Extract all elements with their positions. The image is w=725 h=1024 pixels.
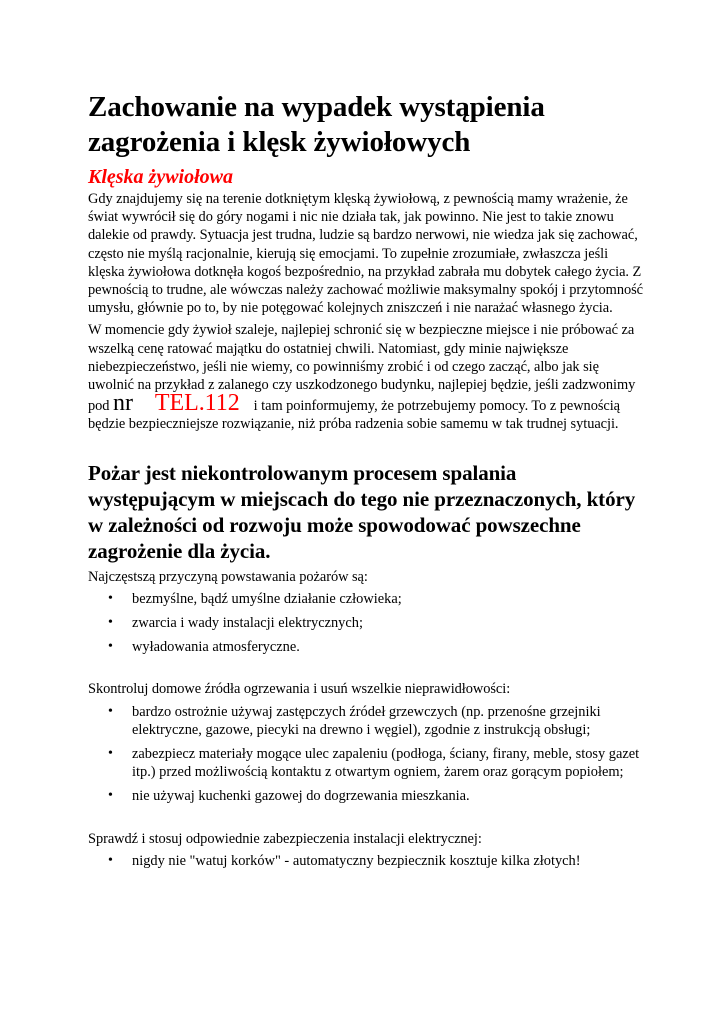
bullet-icon: •: [108, 746, 113, 762]
list-item: • nigdy nie "watuj korków" - automatyczny bezpiecznik kosztuje kilka złotych!: [108, 852, 581, 869]
electric-list: [88, 852, 648, 870]
paragraph-emergency-start: W momencie gdy żywioł szaleje, najlepiej schronić się w bezpieczne miejsce i nie próbować za wszelką cenę ratować majątku do ostatniej chwili. Natomiast, gdy minie największe niebezpieczeństwo, jeśli nie wiemy, co powinniśmy zrobić i od czego zacząć, albo jak się uwolnić na przykład z zalanego czy uszkodzonego budynku, najlepiej będzie, jeśli zadzwonimy pod: [88, 322, 636, 415]
document-page: [88, 90, 648, 876]
nr-label: nr: [113, 390, 133, 417]
fire-heading: Pożar jest niekontrolowanym procesem spalania występującym w miejscach do tego nie przeznaczonych, który w zależności od rozwoju może spowodować powszechne zagrożenie dla życia.: [88, 460, 636, 563]
list-item: • wyładowania atmosferyczne.: [108, 639, 300, 656]
list-item: • bardzo ostrożnie używaj zastępczych źródeł grzewczych (np. przenośne grzejniki elektryczne, gazowe, piecyki na drewno i węgiel), zgodnie z instrukcją obsługi;: [108, 703, 601, 738]
paragraph-emergency: [88, 321, 648, 433]
paragraph-intro: Gdy znajdujemy się na terenie dotkniętym klęską żywiołową, z pewnością mamy wrażenie, że świat wywrócił się do góry nogami i nic nie działa tak, jak powinno. Nie jest to takie znowu dalekie od prawdy. Sytuacja jest trudna, ludzie są bardzo nerwowi, nie wiedza jak się zachować, często nie myślą racjonalnie, kierują się emocjami. To zupełnie zrozumiałe, zwłaszcza jeśli klęska żywiołowa dotknęła kogoś bezpośrednio, na przykład zabrała mu dobytek całego życia. Z pewnością to trudne, ale wówczas należy zachować możliwie maksymalny spokój i przytomność umysłu, głównie po to, by nie potęgować kolejnych zniszczeń i nie narażać własnego życia.: [88, 191, 644, 317]
paragraph-emergency-end: i tam poinformujemy, że potrzebujemy pomocy. To z pewnością będzie bezpieczniejsze rozwiązanie, niż próba radzenia sobie samemu w tak trudnej sytuacji.: [88, 398, 621, 433]
bullet-icon: •: [108, 590, 113, 606]
causes-intro: Najczęstszą przyczyną powstawania pożarów są:: [88, 568, 368, 585]
bullet-icon: •: [108, 703, 113, 719]
heating-list: [88, 703, 648, 806]
bullet-icon: •: [108, 788, 113, 804]
causes-list: [88, 590, 648, 657]
bullet-icon: •: [108, 639, 113, 655]
list-item: • zwarcia i wady instalacji elektrycznych;: [108, 615, 363, 632]
electric-intro: Sprawdź i stosuj odpowiednie zabezpieczenia instalacji elektrycznej:: [88, 830, 482, 847]
page-title: Zachowanie na wypadek wystąpienia zagrożenia i klęsk żywiołowych: [88, 91, 545, 158]
section-subtitle: Klęska żywiołowa: [88, 166, 234, 188]
bullet-icon: •: [108, 615, 113, 631]
list-item: • zabezpiecz materiały mogące ulec zapaleniu (podłoga, ściany, firany, meble, stosy gazet itp.) przed możliwością kontaktu z otwartym ogniem, żarem oraz gorącym popiołem;: [108, 746, 640, 781]
emergency-phone-number: TEL.112: [154, 390, 240, 417]
bullet-icon: •: [108, 852, 113, 868]
list-item: • nie używaj kuchenki gazowej do dogrzewania mieszkania.: [108, 788, 470, 805]
list-item: • bezmyślne, bądź umyślne działanie człowieka;: [108, 590, 402, 607]
heating-intro: Skontroluj domowe źródła ogrzewania i usuń wszelkie nieprawidłowości:: [88, 681, 511, 698]
